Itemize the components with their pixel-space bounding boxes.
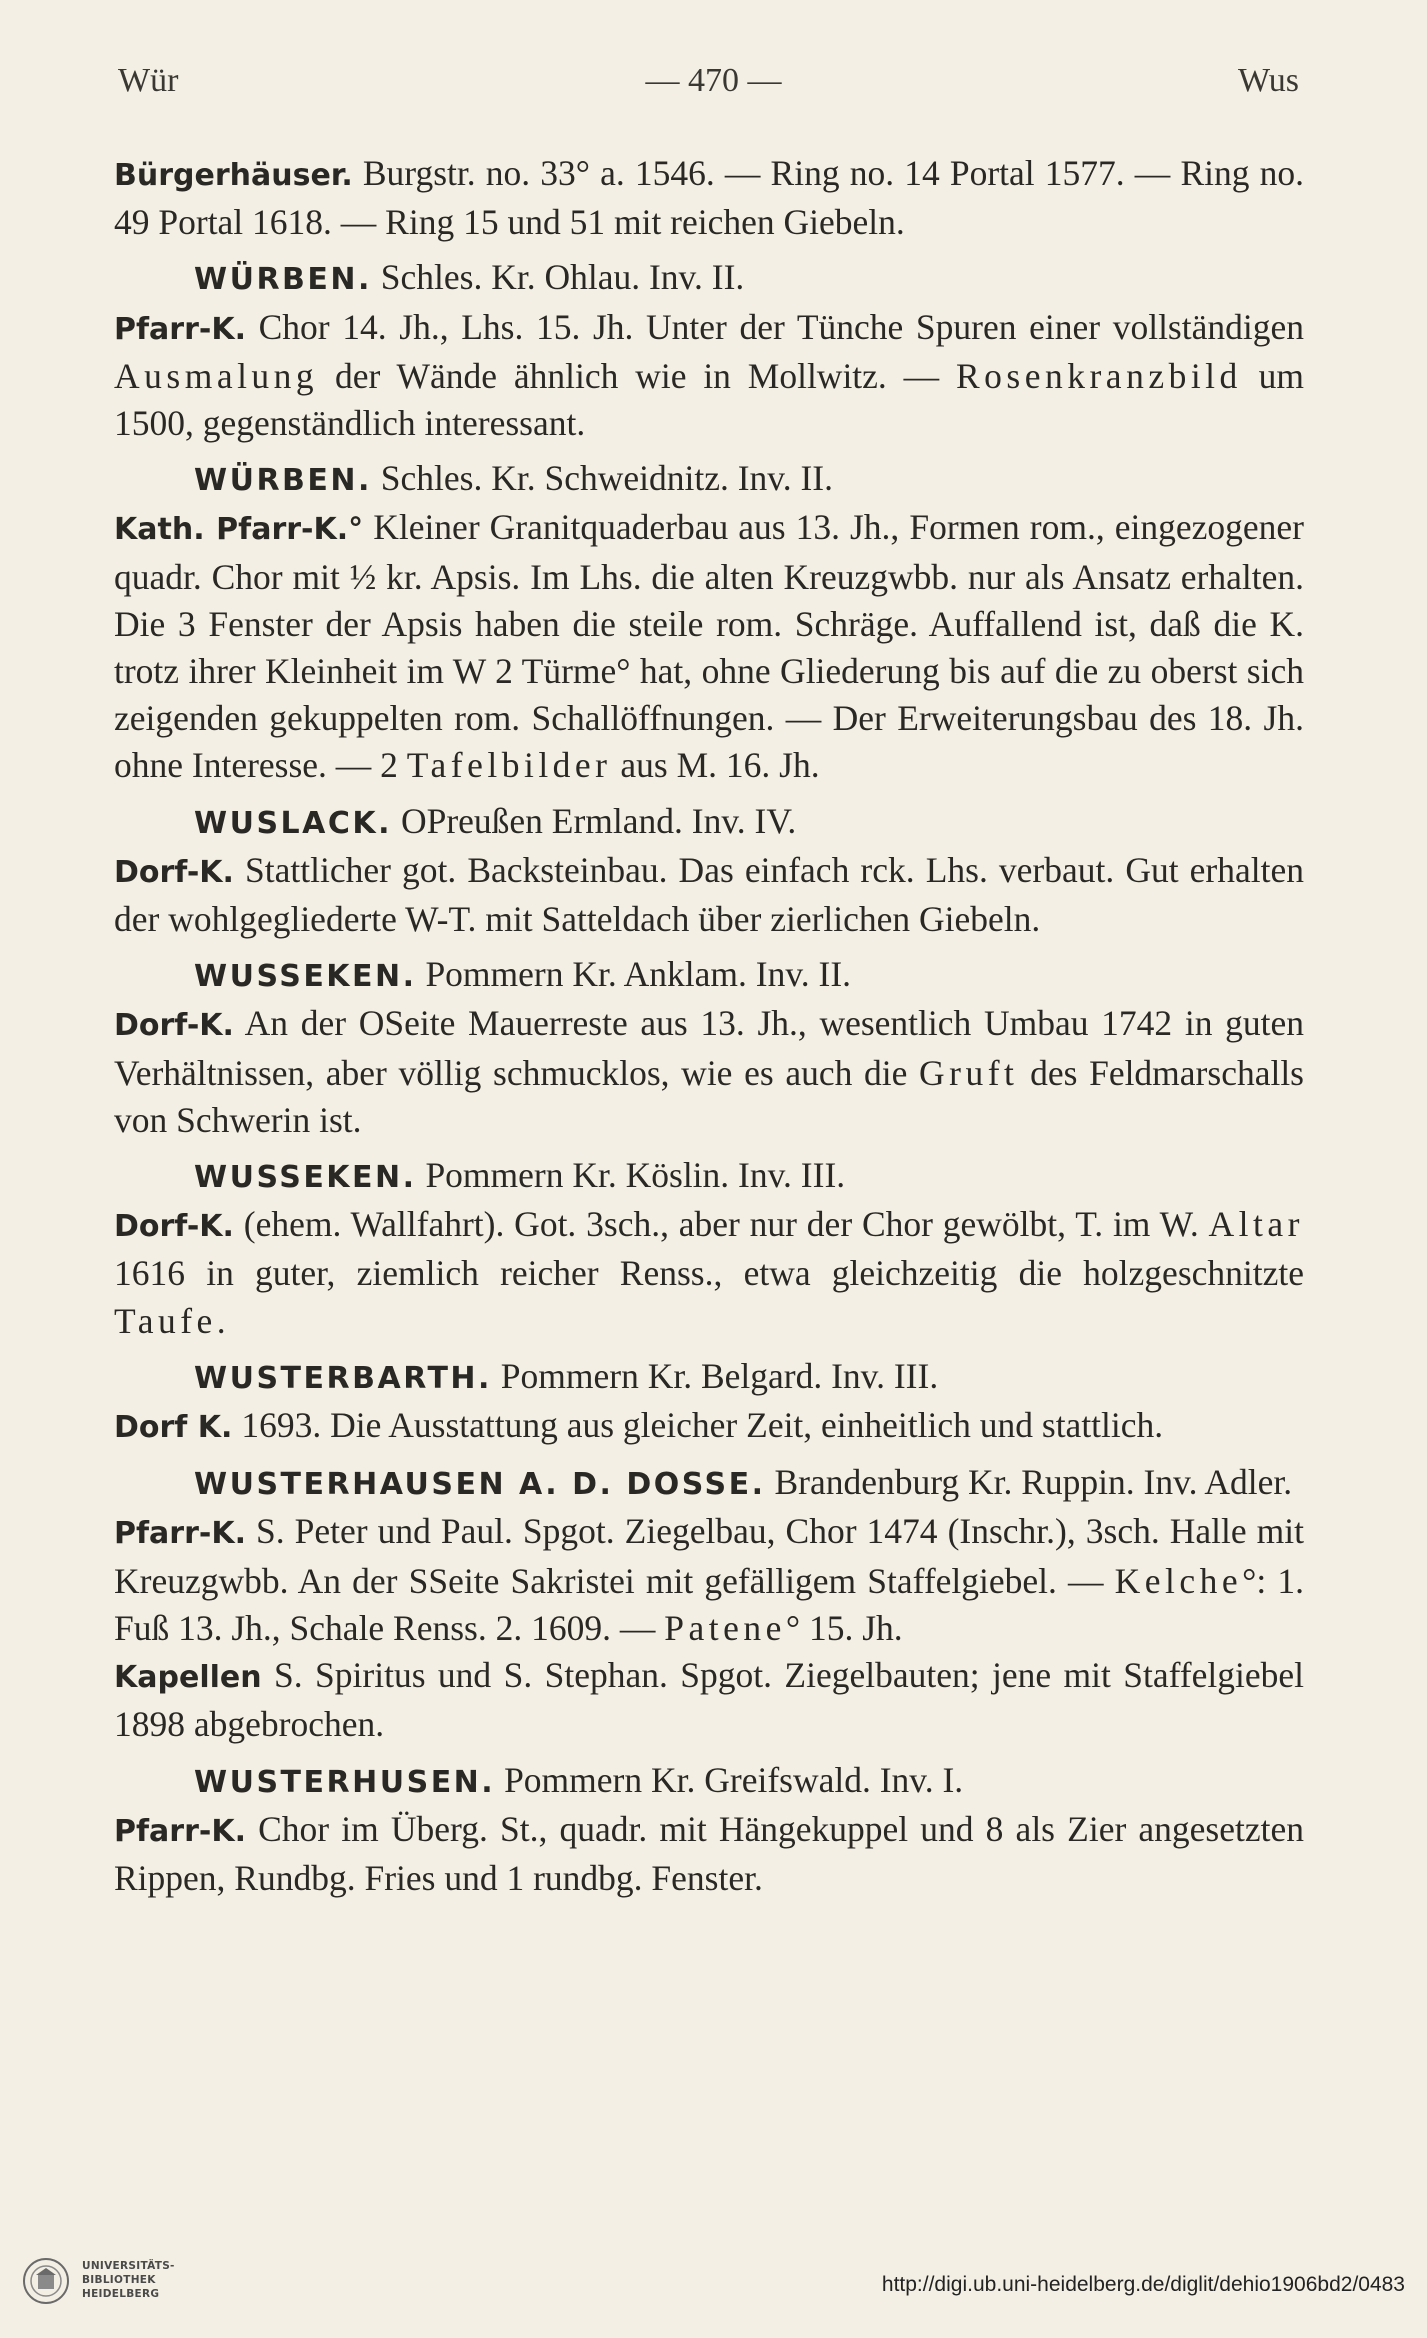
- entry-text: 1616 in guter, ziemlich reicher Renss., etwa gleichzeitig die holzgeschnitzte: [114, 1253, 1304, 1294]
- spaced-term: Ausmalung: [114, 355, 319, 396]
- place-name: WUSTERHUSEN.: [194, 1764, 496, 1800]
- place-name: WUSSEKEN.: [194, 1160, 417, 1196]
- library-name: [82, 2259, 175, 2301]
- entry-text: OPreußen Ermland. Inv. IV.: [392, 800, 797, 841]
- entry-text: S. Peter und Paul. Spgot. Ziegelbau, Chor 1474 (Inschr.), 3sch. Halle mit Kreuzgwbb. An der SSeite Sakristei mit gefälligem Staffelgiebel. —: [114, 1511, 1304, 1601]
- entry-text: Burgstr. no. 33° a. 1546. — Ring no. 14 Portal 1577. — Ring no. 49 Portal 1618. — Ring 15 und 51 mit reichen Giebeln.: [114, 153, 1304, 243]
- page-number: — 470 —: [645, 62, 782, 99]
- running-header: [0, 62, 1427, 122]
- place-name: WUSTERBARTH.: [194, 1360, 492, 1396]
- place-name: WÜRBEN.: [194, 463, 372, 499]
- place-name: WUSLACK.: [194, 805, 393, 841]
- entry-text: Pommern Kr. Belgard. Inv. III.: [491, 1355, 939, 1396]
- lemma: Dorf-K.: [114, 854, 234, 890]
- spaced-term: Patene: [664, 1607, 786, 1648]
- header-left-catchword: Wür: [118, 62, 179, 99]
- spaced-term: Gruft: [919, 1052, 1019, 1093]
- permalink-url[interactable]: http://digi.ub.uni-heidelberg.de/diglit/dehio1906bd2/0483: [881, 2273, 1405, 2296]
- spaced-term: Tafelbilder: [406, 745, 612, 786]
- place-heading: [114, 1152, 1304, 1201]
- lemma: Pfarr-K.: [114, 311, 246, 347]
- entry-text: Stattlicher got. Backsteinbau. Das einfach rck. Lhs. verbaut. Gut erhalten der wohlgegliederte W-T. mit Satteldach über zierlichen Giebeln.: [114, 849, 1304, 940]
- spaced-term: Kelche: [1114, 1560, 1243, 1601]
- entry-text: Schles. Kr. Ohlau. Inv. II.: [371, 257, 745, 298]
- library-name-line: UNIVERSITÄTS-: [82, 2260, 175, 2272]
- entry-paragraph: [114, 1402, 1304, 1451]
- page-footer: [0, 2245, 1427, 2325]
- entry-paragraph: [114, 1201, 1304, 1345]
- lemma: Bürgerhäuser.: [114, 158, 353, 193]
- entry-text: Chor 14. Jh., Lhs. 15. Jh. Unter der Tünche Spuren einer vollständigen: [245, 306, 1304, 347]
- entry-paragraph: [114, 150, 1304, 246]
- entry-text: Pommern Kr. Anklam. Inv. II.: [416, 954, 852, 995]
- entry-text: S. Spiritus und S. Stephan. Spgot. Ziegelbauten; jene mit Staffelgiebel 1898 abgebrochen.: [114, 1655, 1304, 1745]
- entry-paragraph: [114, 847, 1304, 943]
- lemma: Pfarr-K.: [114, 1516, 246, 1552]
- entry-paragraph: [114, 1806, 1304, 1902]
- entry-text: Pommern Kr. Greifswald. Inv. I.: [495, 1759, 964, 1800]
- lemma: Kath. Pfarr-K.°: [114, 512, 364, 548]
- entry-text: Chor im Überg. St., quadr. mit Hängekuppel und 8 als Zier angesetzten Rippen, Rundbg. Fries und 1 rundbg. Fenster.: [114, 1808, 1304, 1898]
- place-heading: [114, 1757, 1304, 1806]
- place-name: WUSTERHAUSEN A. D. DOSSE.: [194, 1467, 766, 1503]
- entry-text: °: 1. Fuß 13. Jh., Schale Renss. 2. 1609. —: [114, 1560, 1304, 1648]
- library-name-line: HEIDELBERG: [82, 2288, 160, 2300]
- lemma: Pfarr-K.: [114, 1813, 246, 1849]
- entry-text: aus M. 16. Jh.: [611, 745, 820, 786]
- entry-text: um 1500, gegenständlich interessant.: [114, 355, 1304, 444]
- spaced-term: Rosenkranzbild: [955, 355, 1242, 396]
- entry-text: Kleiner Granitquaderbau aus 13. Jh., Formen rom., eingezogener quadr. Chor mit ½ kr. Apsis. Im Lhs. die alten Kreuzgwbb. nur als Ansatz erhalten. Die 3 Fenster der Apsis haben die steile rom. Schräge. Auffallend ist, daß die K. trotz ihrer Kleinheit im W 2 Türme° hat, ohne Gliederung bis auf die zu oberst sich zeigenden gekuppelten rom. Schallöffnungen. — Der Erweiterungsbau des 18. Jh. ohne Interesse. — 2: [114, 507, 1304, 786]
- entry-text: Pommern Kr. Köslin. Inv. III.: [416, 1155, 846, 1196]
- entry-text: (ehem. Wallfahrt). Got. 3sch., aber nur der Chor gewölbt, T. im W.: [233, 1204, 1209, 1245]
- entries-body: [114, 150, 1304, 1902]
- entry-paragraph: [114, 1508, 1304, 1652]
- entry-text: Brandenburg Kr. Ruppin. Inv. Adler.: [765, 1462, 1293, 1503]
- spaced-term: Taufe: [114, 1300, 217, 1341]
- spaced-term: Altar: [1208, 1204, 1304, 1245]
- entry-paragraph: [114, 504, 1304, 789]
- entry-text: der Wände ähnlich wie in Mollwitz. —: [318, 355, 956, 396]
- entry-text: .: [216, 1300, 226, 1341]
- lemma: Dorf-K.: [114, 1008, 234, 1044]
- place-heading: [114, 254, 1304, 303]
- entry-text: des Feldmarschalls von Schwerin ist.: [114, 1052, 1304, 1140]
- entry-paragraph: [114, 1652, 1304, 1748]
- place-heading: [114, 1459, 1304, 1508]
- place-heading: [114, 1353, 1304, 1402]
- entry-text: Schles. Kr. Schweidnitz. Inv. II.: [371, 458, 834, 499]
- place-heading: [114, 798, 1304, 847]
- lemma: Dorf-K.: [114, 1209, 234, 1245]
- entry-paragraph: [114, 304, 1304, 448]
- place-heading: [114, 951, 1304, 1000]
- lemma: Kapellen: [114, 1660, 262, 1696]
- entry-text: ° 15. Jh.: [785, 1607, 903, 1648]
- place-name: WÜRBEN.: [194, 262, 372, 298]
- entry-paragraph: [114, 1000, 1304, 1144]
- entry-text: An der OSeite Mauerreste aus 13. Jh., wesentlich Umbau 1742 in guten Verhältnissen, aber völlig schmucklos, wie es auch die: [114, 1003, 1304, 1093]
- header-right-catchword: Wus: [1238, 62, 1299, 99]
- lemma: Dorf K.: [114, 1410, 233, 1446]
- place-heading: [114, 455, 1304, 504]
- university-library-seal-icon: [22, 2257, 70, 2305]
- place-name: WUSSEKEN.: [194, 959, 417, 995]
- entry-text: 1693. Die Ausstattung aus gleicher Zeit, einheitlich und stattlich.: [232, 1405, 1164, 1446]
- library-name-line: BIBLIOTHEK: [82, 2274, 156, 2286]
